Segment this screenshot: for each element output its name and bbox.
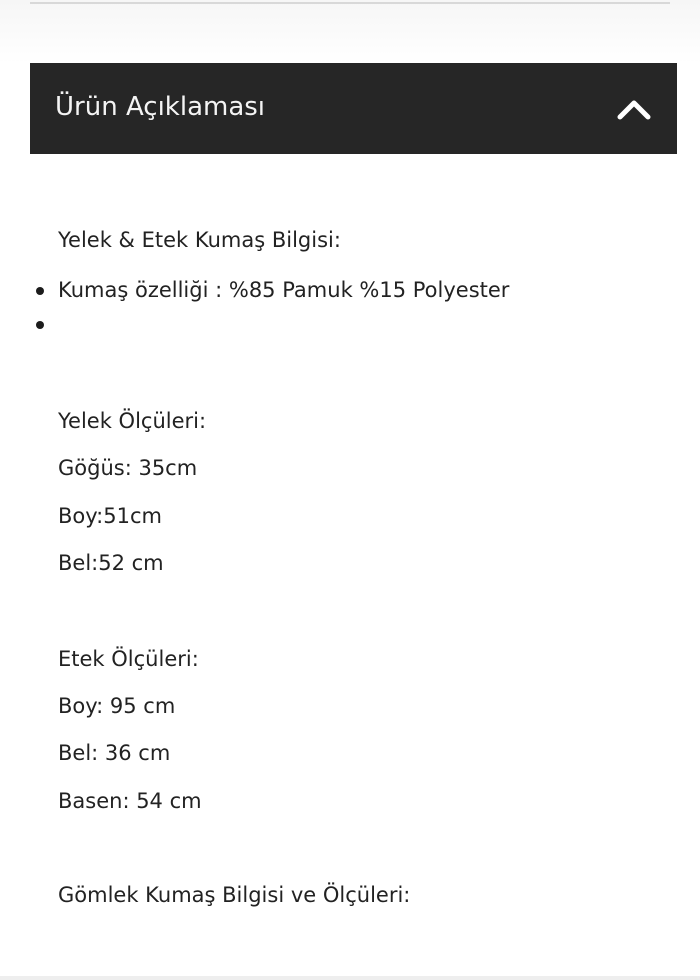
top-divider: [30, 2, 670, 4]
skirt-waist-measurement: Bel: 36 cm: [58, 741, 171, 765]
product-description-accordion-header[interactable]: [30, 63, 677, 154]
vest-length-measurement: Boy:51cm: [58, 504, 162, 528]
top-band: [0, 0, 700, 64]
fabric-composition: Kumaş özelliği : %85 Pamuk %15 Polyester: [58, 278, 510, 302]
vest-measurements-heading: Yelek Ölçüleri:: [58, 409, 207, 433]
skirt-measurements-heading: Etek Ölçüleri:: [58, 647, 199, 671]
vest-chest-measurement: Göğüs: 35cm: [58, 456, 198, 480]
bullet-dot: [36, 321, 44, 329]
fabric-info-heading: Yelek & Etek Kumaş Bilgisi:: [58, 228, 341, 252]
bullet-dot: [36, 287, 44, 295]
shirt-info-heading: Gömlek Kumaş Bilgisi ve Ölçüleri:: [58, 883, 411, 907]
accordion-title: Ürün Açıklaması: [55, 92, 266, 122]
vest-waist-measurement: Bel:52 cm: [58, 551, 164, 575]
bottom-divider: [0, 976, 700, 980]
chevron-up-icon[interactable]: [616, 93, 652, 123]
skirt-hip-measurement: Basen: 54 cm: [58, 789, 202, 813]
skirt-length-measurement: Boy: 95 cm: [58, 694, 176, 718]
